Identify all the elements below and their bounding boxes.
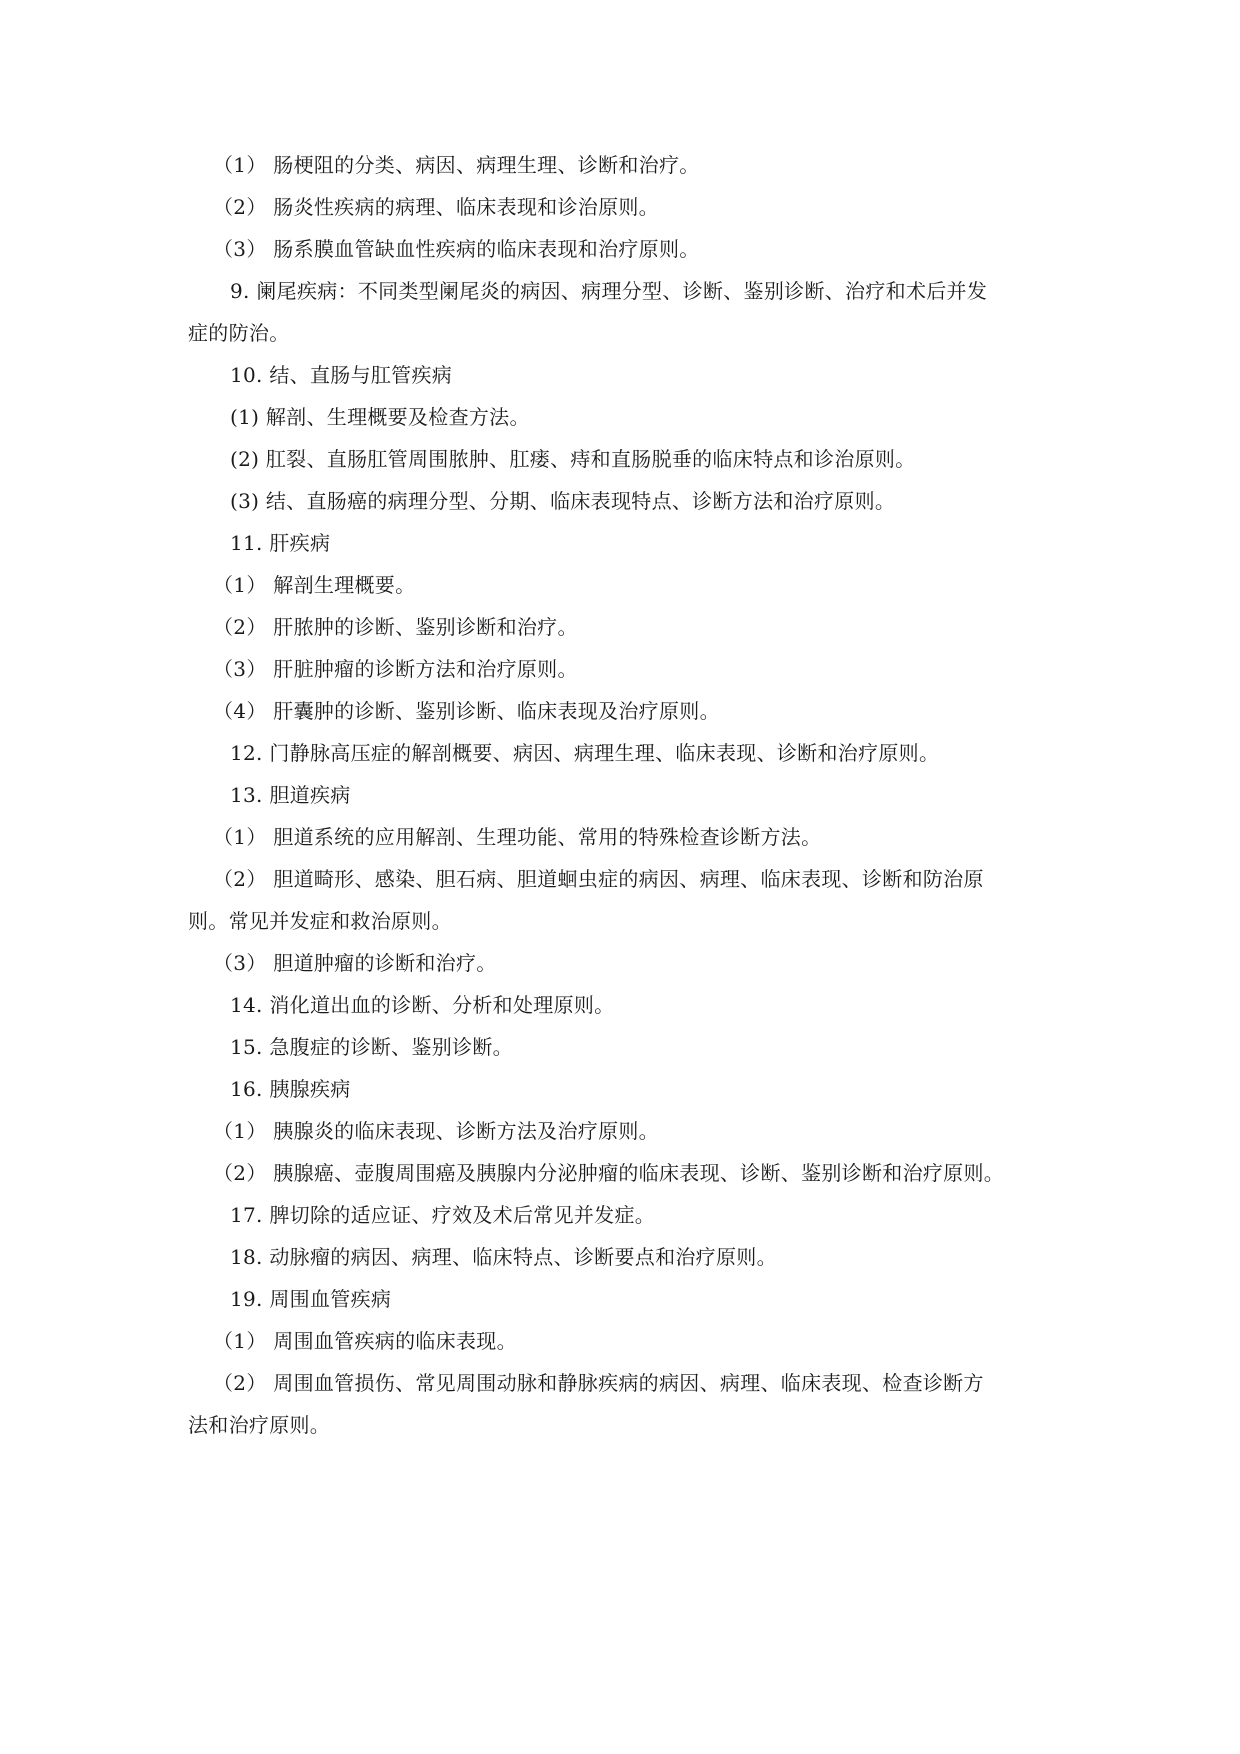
- text-line: （2） 肠炎性疾病的病理、临床表现和诊治原则。: [213, 195, 659, 219]
- text-line: （3） 肠系膜血管缺血性疾病的临床表现和治疗原则。: [213, 237, 700, 261]
- text-line: （4） 肝囊肿的诊断、鉴别诊断、临床表现及治疗原则。: [213, 699, 720, 723]
- text-line: （1） 解剖生理概要。: [213, 573, 416, 597]
- text-line: （1） 胰腺炎的临床表现、诊断方法及治疗原则。: [213, 1119, 659, 1143]
- text-line: 9. 阑尾疾病：不同类型阑尾炎的病因、病理分型、诊断、鉴别诊断、治疗和术后并发: [230, 279, 988, 303]
- text-line: （1） 肠梗阻的分类、病因、病理生理、诊断和治疗。: [213, 153, 700, 177]
- section-heading: 19. 周围血管疾病: [230, 1287, 392, 1311]
- section-heading: 13. 胆道疾病: [230, 783, 351, 807]
- text-line: 法和治疗原则。: [188, 1413, 331, 1437]
- text-line: （3） 肝脏肿瘤的诊断方法和治疗原则。: [213, 657, 578, 681]
- text-line: （2） 肝脓肿的诊断、鉴别诊断和治疗。: [213, 615, 578, 639]
- section-heading: 18. 动脉瘤的病因、病理、临床特点、诊断要点和治疗原则。: [230, 1245, 777, 1269]
- text-line: (3) 结、直肠癌的病理分型、分期、临床表现特点、诊断方法和治疗原则。: [230, 489, 896, 513]
- text-line: （2） 胰腺癌、壶腹周围癌及胰腺内分泌肿瘤的临床表现、诊断、鉴别诊断和治疗原则。: [213, 1161, 1005, 1185]
- text-line: （1） 周围血管疾病的临床表现。: [213, 1329, 517, 1353]
- text-line: (2) 肛裂、直肠肛管周围脓肿、肛瘘、痔和直肠脱垂的临床特点和诊治原则。: [230, 447, 916, 471]
- section-heading: 10. 结、直肠与肛管疾病: [230, 363, 453, 387]
- section-heading: 12. 门静脉高压症的解剖概要、病因、病理生理、临床表现、诊断和治疗原则。: [230, 741, 940, 765]
- text-line: （2） 周围血管损伤、常见周围动脉和静脉疾病的病因、病理、临床表现、检查诊断方: [213, 1371, 984, 1395]
- section-heading: 16. 胰腺疾病: [230, 1077, 351, 1101]
- section-heading: 14. 消化道出血的诊断、分析和处理原则。: [230, 993, 615, 1017]
- section-heading: 11. 肝疾病: [230, 531, 331, 555]
- text-line: （3） 胆道肿瘤的诊断和治疗。: [213, 951, 497, 975]
- text-line: (1) 解剖、生理概要及检查方法。: [230, 405, 530, 429]
- text-line: （2） 胆道畸形、感染、胆石病、胆道蛔虫症的病因、病理、临床表现、诊断和防治原: [213, 867, 984, 891]
- text-line: 症的防治。: [188, 321, 290, 345]
- text-line: （1） 胆道系统的应用解剖、生理功能、常用的特殊检查诊断方法。: [213, 825, 822, 849]
- section-heading: 15. 急腹症的诊断、鉴别诊断。: [230, 1035, 513, 1059]
- section-heading: 17. 脾切除的适应证、疗效及术后常见并发症。: [230, 1203, 656, 1227]
- text-line: 则。常见并发症和救治原则。: [188, 909, 452, 933]
